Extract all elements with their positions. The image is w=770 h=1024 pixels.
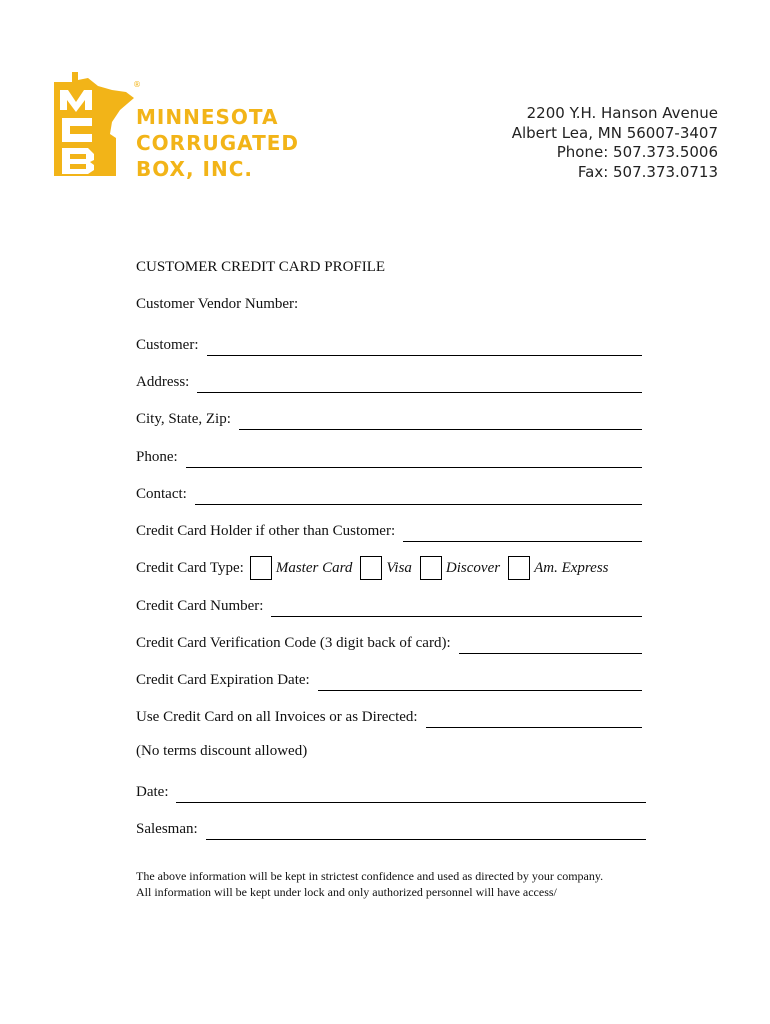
footer-line-1: The above information will be kept in strictest confidence and used as directed by your company. bbox=[136, 869, 604, 883]
visa-checkbox[interactable] bbox=[360, 556, 382, 580]
salesman-field[interactable] bbox=[206, 838, 646, 840]
company-name bbox=[136, 104, 299, 182]
card-number-field[interactable] bbox=[271, 615, 642, 617]
card-number-row bbox=[136, 595, 642, 615]
use-card-field[interactable] bbox=[426, 726, 642, 728]
company-address bbox=[512, 104, 718, 182]
address-field[interactable] bbox=[197, 391, 642, 393]
amex-option-label: Am. Express bbox=[534, 559, 609, 576]
verification-field[interactable] bbox=[459, 652, 642, 654]
amex-checkbox[interactable] bbox=[508, 556, 530, 580]
confidentiality-note bbox=[136, 868, 603, 900]
mastercard-checkbox[interactable] bbox=[250, 556, 272, 580]
company-name-line-1: MINNESOTA bbox=[136, 105, 279, 129]
card-number-label: Credit Card Number: bbox=[136, 598, 264, 614]
customer-label: Customer: bbox=[136, 337, 199, 353]
company-name-line-3: BOX, INC. bbox=[136, 157, 253, 181]
discover-checkbox[interactable] bbox=[420, 556, 442, 580]
contact-label: Contact: bbox=[136, 486, 187, 502]
discover-option-label: Discover bbox=[445, 559, 501, 576]
expiration-field[interactable] bbox=[318, 689, 642, 691]
salesman-label: Salesman: bbox=[136, 821, 198, 837]
mastercard-option-label: Master Card bbox=[275, 559, 353, 576]
city-row bbox=[136, 408, 642, 428]
holder-row bbox=[136, 520, 642, 540]
verification-row bbox=[136, 632, 642, 652]
registered-mark: ® bbox=[133, 80, 141, 89]
expiration-row bbox=[136, 669, 642, 689]
holder-field[interactable] bbox=[403, 540, 642, 542]
address-row bbox=[136, 371, 642, 391]
address-phone: Phone: 507.373.5006 bbox=[556, 143, 718, 161]
contact-field[interactable] bbox=[195, 503, 642, 505]
contact-row bbox=[136, 483, 642, 503]
card-type-label: Credit Card Type: bbox=[136, 559, 244, 576]
address-fax: Fax: 507.373.0713 bbox=[577, 162, 718, 181]
card-type-row bbox=[136, 555, 611, 581]
customer-row bbox=[136, 334, 642, 354]
phone-row bbox=[136, 446, 642, 466]
city-label: City, State, Zip: bbox=[136, 411, 231, 427]
phone-field[interactable] bbox=[186, 466, 642, 468]
city-field[interactable] bbox=[239, 428, 642, 430]
no-discount-note: (No terms discount allowed) bbox=[136, 743, 308, 759]
vendor-number-label: Customer Vendor Number: bbox=[136, 296, 299, 312]
address-label: Address: bbox=[136, 374, 190, 390]
address-street: 2200 Y.H. Hanson Avenue bbox=[526, 104, 718, 122]
company-name-line-2: CORRUGATED bbox=[136, 131, 299, 155]
date-row bbox=[136, 781, 646, 801]
salesman-row bbox=[136, 818, 646, 838]
form-title: CUSTOMER CREDIT CARD PROFILE bbox=[136, 259, 386, 275]
phone-label: Phone: bbox=[136, 449, 178, 465]
customer-field[interactable] bbox=[207, 354, 643, 356]
holder-label: Credit Card Holder if other than Customer: bbox=[136, 523, 396, 539]
footer-line-2: All information will be kept under lock and only authorized personnel will have access/ bbox=[136, 885, 557, 899]
verification-label: Credit Card Verification Code (3 digit back of card): bbox=[136, 635, 451, 651]
date-field[interactable] bbox=[176, 801, 646, 803]
address-city: Albert Lea, MN 56007-3407 bbox=[511, 123, 718, 142]
visa-option-label: Visa bbox=[386, 559, 412, 576]
date-label: Date: bbox=[136, 784, 169, 800]
use-card-row bbox=[136, 706, 642, 726]
expiration-label: Credit Card Expiration Date: bbox=[136, 672, 310, 688]
use-card-label: Use Credit Card on all Invoices or as Directed: bbox=[136, 709, 418, 725]
